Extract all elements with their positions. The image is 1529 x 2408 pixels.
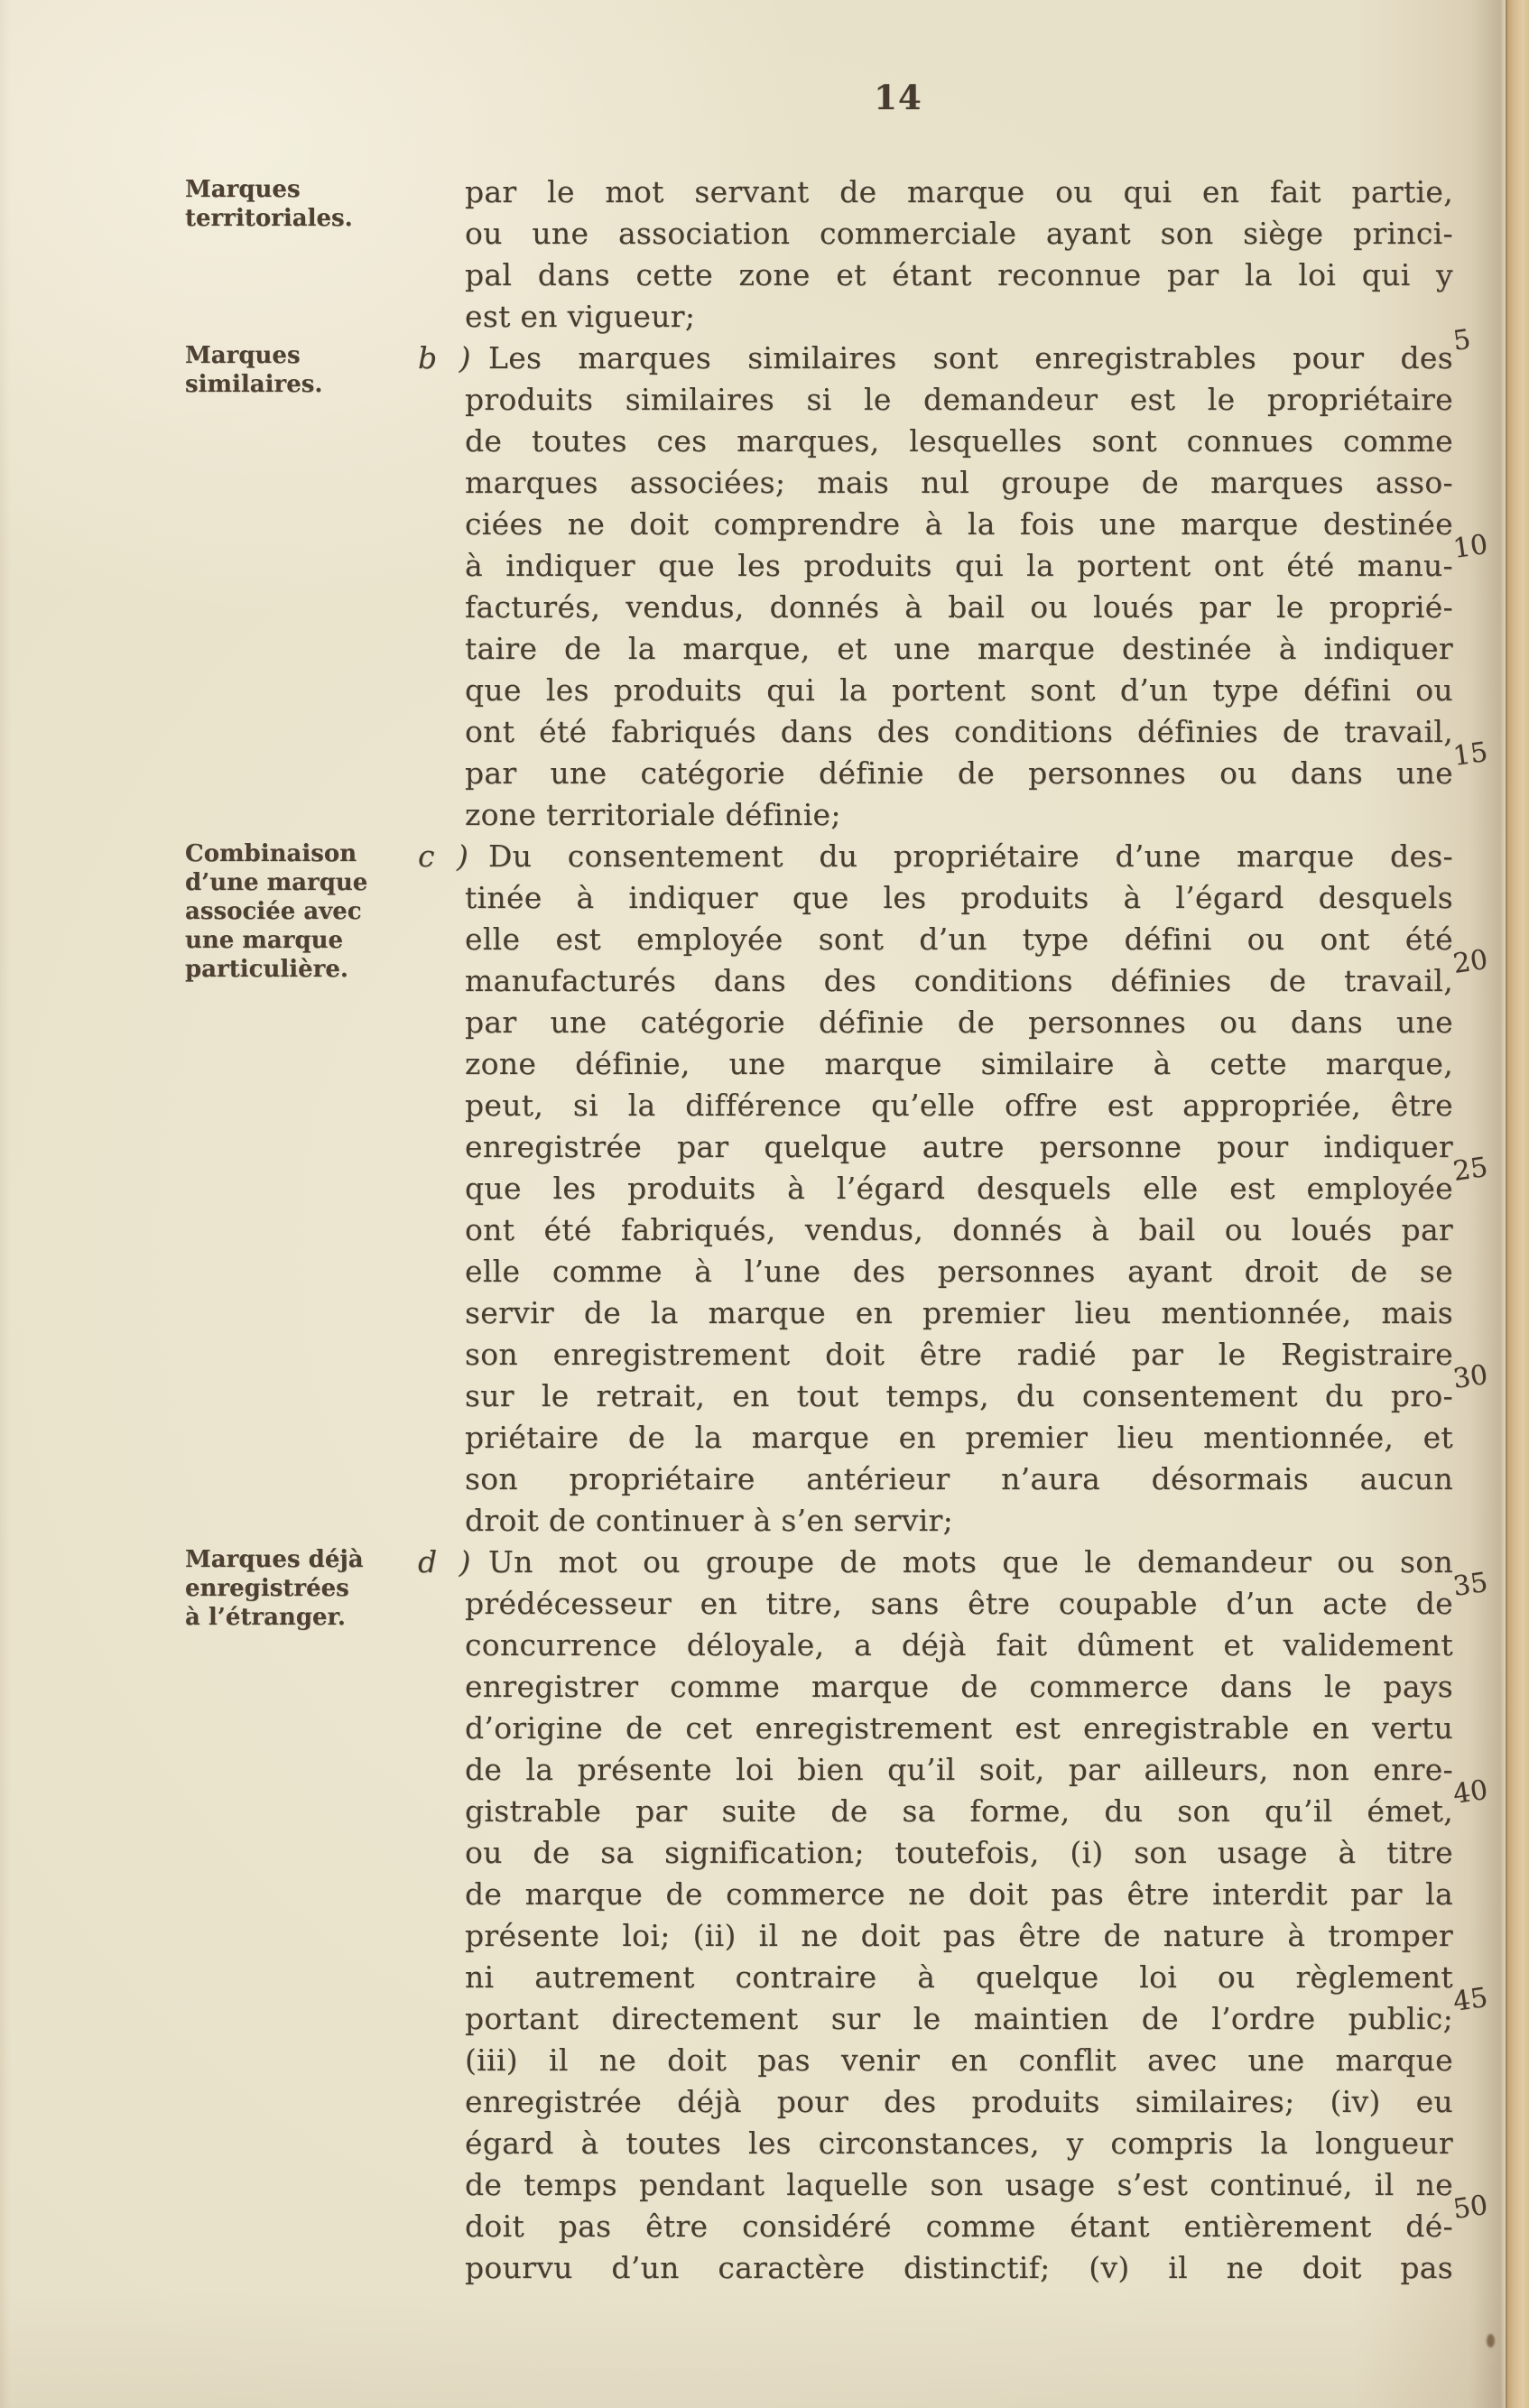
paragraph-label: d ): [418, 1544, 477, 1579]
text-line: c ) Du consentement du propriétaire d’une marque des-: [465, 836, 1453, 877]
margin-note-line: associée avec: [185, 898, 362, 925]
margin-note-line: particulière.: [185, 956, 348, 983]
text-line: doit pas être considéré comme étant entièrement dé-: [465, 2209, 1453, 2244]
text-line: ont été fabriqués dans des conditions définies de travail,: [465, 714, 1453, 749]
line-number: 25: [1450, 1151, 1490, 1188]
text-line: par une catégorie définie de personnes ou dans une: [465, 1005, 1453, 1040]
text-line: b ) Les marques similaires sont enregistrables pour des: [465, 338, 1453, 379]
text-line: enregistrer comme marque de commerce dans le pays: [465, 1669, 1453, 1704]
text-line: tinée à indiquer que les produits à l’égard desquels: [465, 880, 1453, 915]
text-line: d ) Un mot ou groupe de mots que le demandeur ou son: [465, 1542, 1453, 1583]
margin-note-line: Marques: [185, 176, 301, 203]
text-line: prédécesseur en titre, sans être coupable d’un acte de: [465, 1586, 1453, 1621]
text-line: enregistrée déjà pour des produits similaires; (iv) eu: [465, 2084, 1453, 2119]
margin-note: [185, 839, 433, 984]
text-line: gistrable par suite de sa forme, du son qu’il émet,: [465, 1793, 1453, 1829]
line-number: 10: [1450, 528, 1490, 565]
text-line: de la présente loi bien qu’il soit, par ailleurs, non enre-: [465, 1752, 1453, 1787]
margin-note-line: une marque: [185, 927, 344, 954]
text-line: de marque de commerce ne doit pas être interdit par la: [465, 1876, 1453, 1912]
text-line: zone territoriale définie;: [465, 797, 841, 832]
text-line: elle comme à l’une des personnes ayant droit de se: [465, 1254, 1453, 1289]
text-line: manufacturés dans des conditions définies de travail,: [465, 963, 1453, 998]
text-line: de toutes ces marques, lesquelles sont connues comme: [465, 423, 1453, 458]
margin-note-line: enregistrées: [185, 1575, 349, 1602]
margin-note-line: territoriales.: [185, 205, 353, 232]
text-line: facturés, vendus, donnés à bail ou loués par le proprié-: [465, 589, 1453, 625]
line-number: 50: [1450, 2189, 1490, 2226]
line-number: 30: [1450, 1358, 1490, 1395]
text-line: portant directement sur le maintien de l’ordre public;: [465, 2001, 1453, 2036]
text-line: par une catégorie définie de personnes ou dans une: [465, 755, 1453, 791]
paper-speck: [1487, 2334, 1495, 2348]
line-number: 15: [1450, 736, 1490, 773]
paragraph-label: c ): [418, 838, 475, 874]
margin-note: [185, 1545, 433, 1632]
margin-note-line: Marques: [185, 342, 301, 369]
text-line: ciées ne doit comprendre à la fois une marque destinée: [465, 506, 1453, 542]
text-line: servir de la marque en premier lieu mentionnée, mais: [465, 1295, 1453, 1330]
text-line: ou une association commerciale ayant son siège princi-: [465, 216, 1453, 251]
text-line: son propriétaire antérieur n’aura désormais aucun: [465, 1461, 1453, 1496]
margin-note: [185, 175, 433, 233]
text-line: peut, si la différence qu’elle offre est appropriée, être: [465, 1088, 1453, 1123]
text-line: de temps pendant laquelle son usage s’est continué, il ne: [465, 2167, 1453, 2202]
margin-note: [185, 341, 433, 399]
text-line: marques associées; mais nul groupe de marques asso-: [465, 465, 1453, 500]
text-line: ni autrement contraire à quelque loi ou règlement: [465, 1959, 1453, 1995]
text-line: son enregistrement doit être radié par le Registraire: [465, 1337, 1453, 1372]
text-line: d’origine de cet enregistrement est enregistrable en vertu: [465, 1710, 1453, 1746]
text-line: droit de continuer à s’en servir;: [465, 1503, 954, 1538]
body-text: [418, 171, 1453, 2289]
line-number: 5: [1450, 323, 1473, 357]
line-number: 20: [1450, 943, 1490, 980]
text-line: priétaire de la marque en premier lieu mentionnée, et: [465, 1420, 1453, 1455]
text-line: présente loi; (ii) il ne doit pas être de nature à tromper: [465, 1918, 1453, 1953]
text-line: ont été fabriqués, vendus, donnés à bail ou loués par: [465, 1212, 1453, 1247]
text-line: par le mot servant de marque ou qui en fait partie,: [465, 174, 1453, 209]
line-number: 45: [1450, 1981, 1490, 2018]
page-number: 14: [874, 78, 922, 117]
text-line: ou de sa signification; toutefois, (i) son usage à titre: [465, 1835, 1453, 1870]
margin-note-line: Marques déjà: [185, 1546, 364, 1573]
text-line: enregistrée par quelque autre personne pour indiquer: [465, 1129, 1453, 1164]
line-number: 35: [1450, 1566, 1490, 1603]
text-line: zone définie, une marque similaire à cette marque,: [465, 1046, 1453, 1081]
text-line: pourvu d’un caractère distinctif; (v) il ne doit pas: [465, 2250, 1453, 2285]
margin-note-line: à l’étranger.: [185, 1604, 346, 1631]
margin-note-line: Combinaison: [185, 840, 357, 867]
paragraph-label: b ): [418, 340, 477, 375]
text-line: produits similaires si le demandeur est le propriétaire: [465, 382, 1453, 417]
text-line: elle est employée sont d’un type défini ou ont été: [465, 922, 1453, 957]
text-line: sur le retrait, en tout temps, du consentement du pro-: [465, 1378, 1453, 1413]
text-line: concurrence déloyale, a déjà fait dûment et validement: [465, 1627, 1453, 1662]
text-line: taire de la marque, et une marque destinée à indiquer: [465, 631, 1453, 666]
text-line: à indiquer que les produits qui la portent ont été manu-: [465, 548, 1453, 583]
text-line: est en vigueur;: [465, 299, 696, 334]
text-line: pal dans cette zone et étant reconnue par la loi qui y: [465, 257, 1453, 292]
text-line: que les produits qui la portent sont d’un type défini ou: [465, 672, 1453, 708]
book-edge: [1506, 0, 1529, 2408]
margin-note-line: d’une marque: [185, 869, 368, 896]
margin-note-line: similaires.: [185, 371, 323, 398]
text-line: que les produits à l’égard desquels elle est employée: [465, 1171, 1453, 1206]
text-line: égard à toutes les circonstances, y compris la longueur: [465, 2126, 1453, 2161]
text-line: (iii) il ne doit pas venir en conflit avec une marque: [465, 2042, 1453, 2078]
line-number: 40: [1450, 1774, 1490, 1811]
